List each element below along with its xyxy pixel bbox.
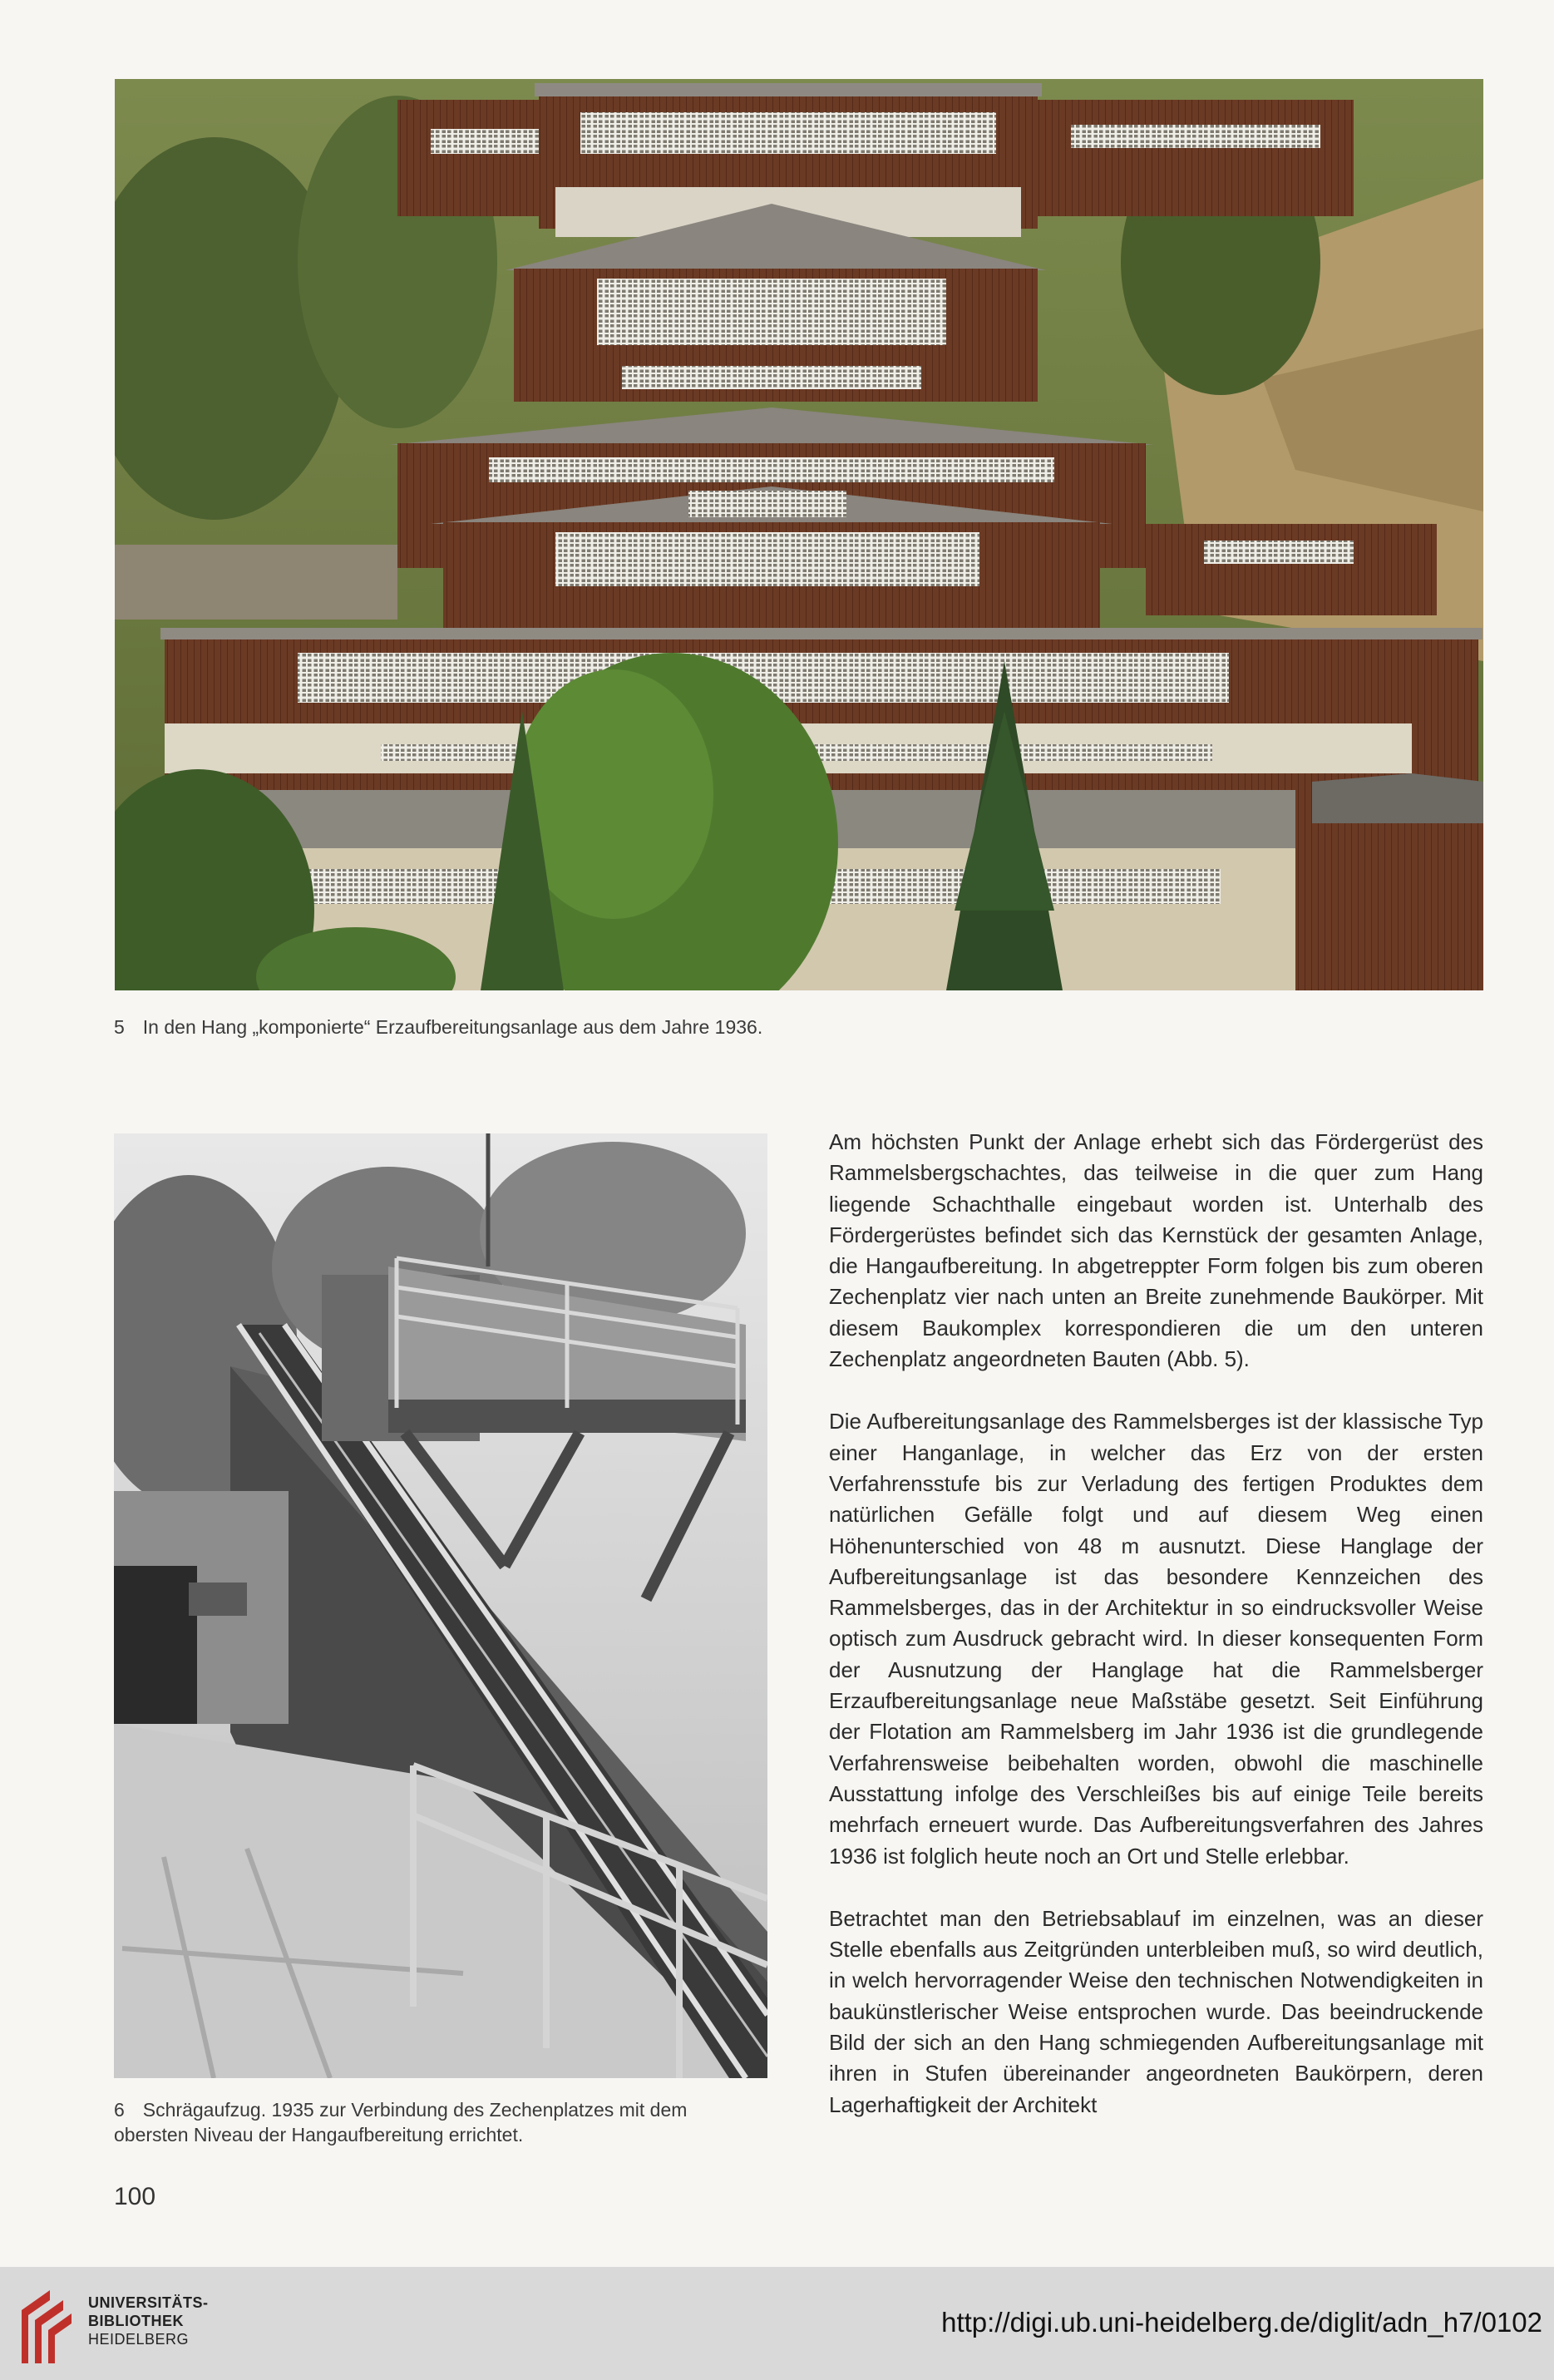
figure-5-number: 5	[114, 1016, 125, 1038]
paragraph-3: Betrachtet man den Betriebsablauf im einzelnen, was an dieser Stelle ebenfalls aus Zeitgründen unterbleiben muß, so wird deutlich, in welch hervorragender Weise den technischen Notwendigkeiten in baukünstlerischer Weise entsprochen wurde. Das beeindruckende Bild der sich an den Hang schmiegenden Aufbereitungsanlage mit ihren in Stufen übereinander angeordneten Baukörpern, deren Lagerhaftigkeit der Architekt	[829, 1905, 1483, 2117]
figure-6-photo	[114, 1133, 767, 2078]
library-name-line-2: BIBLIOTHEK	[88, 2313, 184, 2329]
figure-6-caption-line-2: obersten Niveau der Hangaufbereitung errichtet.	[114, 2124, 524, 2145]
figure-6-caption-line-1: Schrägaufzug. 1935 zur Verbindung des Zechenplatzes mit dem	[142, 2099, 688, 2121]
figure-5-photo	[115, 79, 1483, 990]
library-logo-icon	[17, 2285, 76, 2368]
figure-5-caption	[114, 1015, 1112, 1039]
footer-bar	[0, 2267, 1554, 2380]
figure-5-caption-text: In den Hang „komponierte“ Erzaufbereitungsanlage aus dem Jahre 1936.	[142, 1016, 763, 1038]
paragraph-1: Am höchsten Punkt der Anlage erhebt sich das Fördergerüst des Rammelsbergschachtes, das teilweise in die quer zum Hang liegende Schachthalle eingebaut worden ist. Unterhalb des Fördergerüstes befindet sich das Kernstück der gesamten Anlage, die Hangaufbereitung. In abgetreppter Form folgen bis zum oberen Zechenplatz vier nach unten an Breite zunehmende Baukörper. Mit diesem Baukomplex korrespondieren die um den unteren Zechenplatz angeordneten Bauten (Abb. 5).	[829, 1129, 1483, 1372]
library-name-line-1: UNIVERSITÄTS-	[88, 2294, 209, 2311]
article-body	[829, 1127, 1483, 2152]
page-number: 100	[114, 2183, 156, 2210]
library-name-line-3: HEIDELBERG	[88, 2331, 190, 2348]
paragraph-2: Die Aufbereitungsanlage des Rammelsberges ist der klassische Typ einer Hanganlage, in welcher das Erz von der ersten Verfahrensstufe bis zur Verladung des fertigen Produktes dem natürlichen Gefälle folgt und auf diesem Weg einen Höhenunterschied von 48 m ausnutzt. Diese Hanglage der Aufbereitungsanlage ist das besondere Kennzeichen des Rammelsberges, das in der Architektur in so eindrucksvoller Weise optisch zum Ausdruck gebracht wird. In dieser konsequenten Form der Ausnutzung der Hanglage hat die Rammelsberger Erzaufbereitungsanlage neue Maßstäbe gesetzt. Seit Einführung der Flotation am Rammelsberg im Jahr 1936 ist die grundlegende Verfahrensweise beibehalten worden, obwohl die maschinelle Ausstattung infolge des Verschleißes bis auf einige Teile bereits mehrfach erneuert wurde. Das Aufbereitungsverfahren des Jahres 1936 ist folglich heute noch an Ort und Stelle erlebbar.	[829, 1409, 1483, 1869]
document-url-link[interactable]: http://digi.ub.uni-heidelberg.de/diglit/adn_h7/0102	[941, 2307, 1542, 2338]
figure-6-caption	[114, 2097, 771, 2147]
library-name	[88, 2294, 209, 2348]
figure-6-number: 6	[114, 2099, 125, 2121]
